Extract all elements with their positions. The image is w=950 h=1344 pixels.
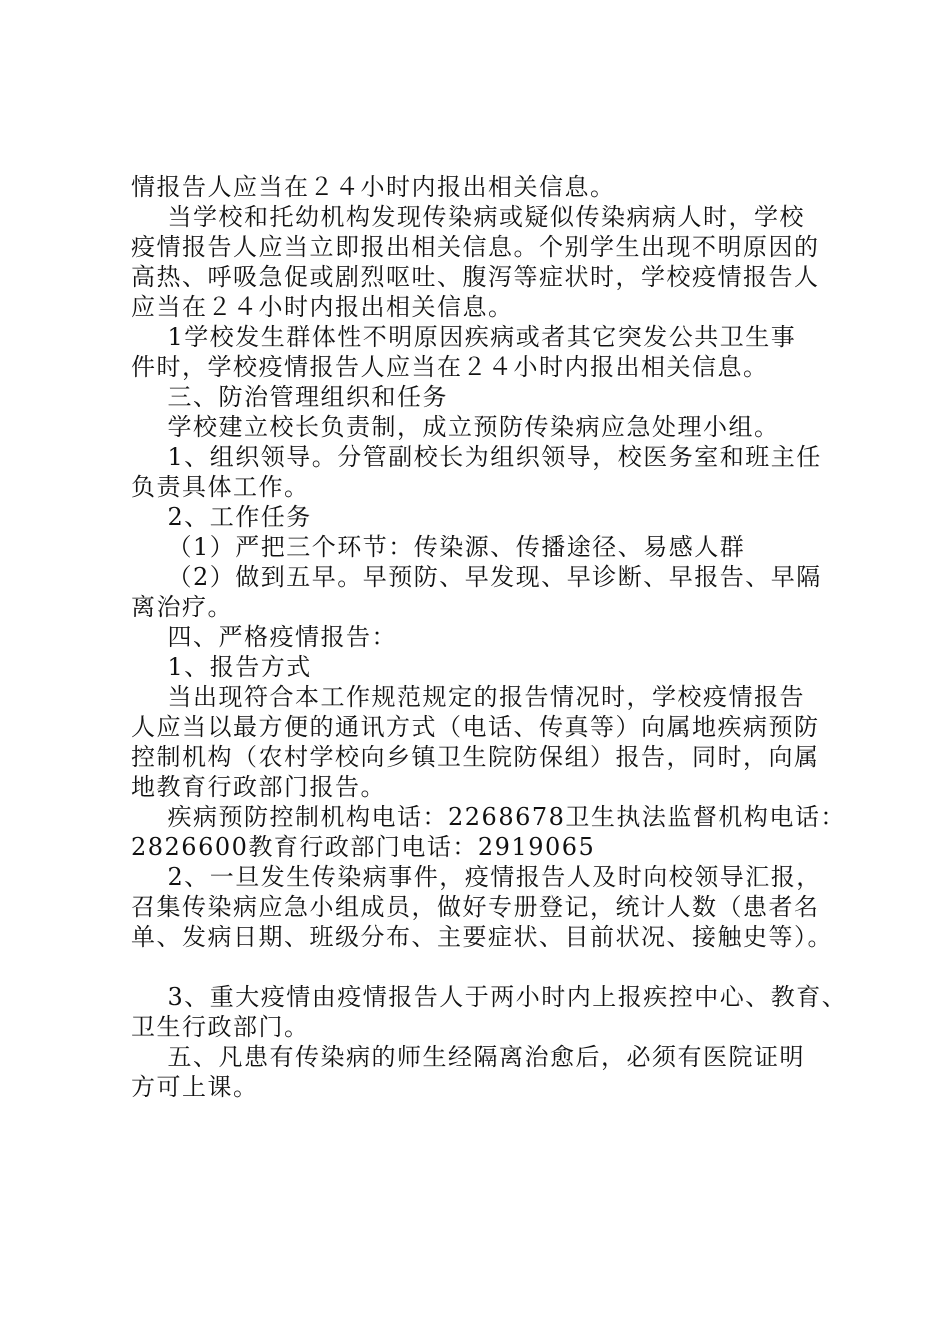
text-line: 情报告人应当在２４小时内报出相关信息。 [131,173,616,201]
text-line: 地教育行政部门报告。 [131,773,386,801]
text-line: 离治疗。 [131,593,233,621]
text-line: 卫生行政部门。 [131,1013,310,1041]
blank-line [131,952,851,982]
text-line: 当学校和托幼机构发现传染病或疑似传染病病人时，学校 [131,203,806,231]
text-line: 召集传染病应急小组成员，做好专册登记，统计人数（患者名 [131,893,820,921]
text-line: 控制机构（农村学校向乡镇卫生院防保组）报告，同时，向属 [131,743,820,771]
text-line: 2、工作任务 [131,503,312,531]
text-line: 件时，学校疫情报告人应当在２４小时内报出相关信息。 [131,353,769,381]
text-line: 高热、呼吸急促或剧烈呕吐、腹泻等症状时，学校疫情报告人 [131,263,820,291]
text-line: 单、发病日期、班级分布、主要症状、目前状况、接触史等）。 [131,923,833,951]
phone-numbers-line: 2826600教育行政部门电话：2919065 [131,833,596,861]
text-line: 1学校发生群体性不明原因疾病或者其它突发公共卫生事 [131,323,797,351]
text-line: （1）严把三个环节：传染源、传播途径、易感人群 [131,533,746,561]
text-line: 当出现符合本工作规范规定的报告情况时，学校疫情报告 [131,683,806,711]
text-line: 1、报告方式 [131,653,312,681]
document-body [131,172,851,1102]
text-line: 疫情报告人应当立即报出相关信息。个别学生出现不明原因的 [131,233,820,261]
text-line: 方可上课。 [131,1073,259,1101]
text-line: 2、一旦发生传染病事件，疫情报告人及时向校领导汇报， [131,863,822,891]
text-line: 应当在２４小时内报出相关信息。 [131,293,514,321]
text-line: 负责具体工作。 [131,473,310,501]
phone-numbers-line: 疾病预防控制机构电话：2268678卫生执法监督机构电话： [131,803,846,831]
section-heading: 四、严格疫情报告： [131,623,398,651]
section-heading: 五、凡患有传染病的师生经隔离治愈后，必须有医院证明 [131,1043,806,1071]
section-heading: 三、防治管理组织和任务 [131,383,449,411]
text-line: 人应当以最方便的通讯方式（电话、传真等）向属地疾病预防 [131,713,820,741]
text-line: 3、重大疫情由疫情报告人于两小时内上报疾控中心、教育、 [131,983,848,1011]
text-line: 学校建立校长负责制，成立预防传染病应急处理小组。 [131,413,780,441]
text-line: （2）做到五早。早预防、早发现、早诊断、早报告、早隔 [131,563,822,591]
text-line: 1、组织领导。分管副校长为组织领导，校医务室和班主任 [131,443,822,471]
